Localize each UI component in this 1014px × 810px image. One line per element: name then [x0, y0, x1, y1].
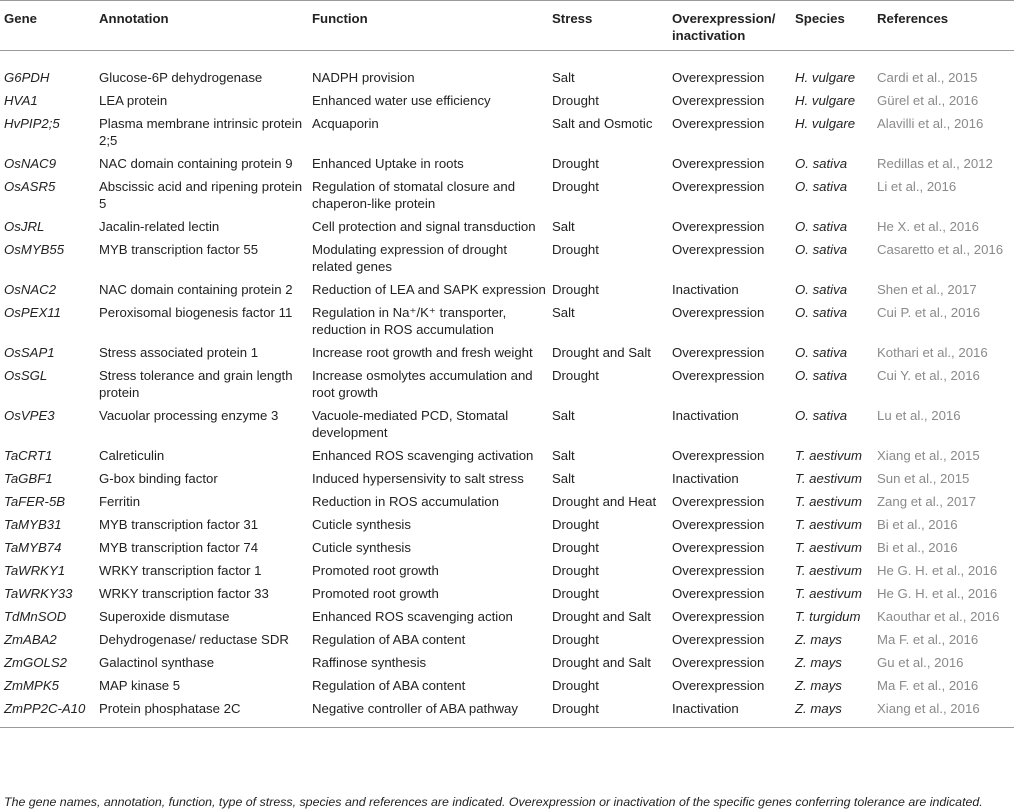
reference-cell: Zang et al., 2017 — [877, 494, 976, 509]
stress-cell: Drought — [552, 242, 599, 257]
function-cell: Increase root growth and fresh weight — [312, 345, 533, 360]
reference-cell: Alavilli et al., 2016 — [877, 116, 984, 131]
reference-cell: Kaouthar et al., 2016 — [877, 609, 1000, 624]
gene-cell: OsNAC9 — [4, 156, 57, 171]
stress-cell: Salt — [552, 448, 575, 463]
function-cell: Regulation of stomatal closure and chaperon-like protein — [312, 179, 516, 211]
annotation-cell: Ferritin — [99, 494, 141, 509]
function-cell: Enhanced ROS scavenging activation — [312, 448, 534, 463]
gene-cell: HvPIP2;5 — [4, 116, 60, 131]
function-cell: Reduction in ROS accumulation — [312, 494, 499, 509]
gene-cell: ZmMPK5 — [4, 678, 59, 693]
gene-cell: ZmABA2 — [4, 632, 57, 647]
table-row — [0, 651, 1014, 674]
effect-cell: Overexpression — [672, 448, 765, 463]
reference-cell: Lu et al., 2016 — [877, 408, 961, 423]
species-cell: T. aestivum — [795, 540, 862, 555]
gene-cell: TaFER-5B — [4, 494, 66, 509]
header-references: References — [873, 1, 1014, 51]
annotation-cell: Vacuolar processing enzyme 3 — [99, 408, 279, 423]
reference-cell: Ma F. et al., 2016 — [877, 678, 979, 693]
reference-cell: Cardi et al., 2015 — [877, 70, 978, 85]
annotation-cell: Superoxide dismutase — [99, 609, 230, 624]
reference-cell: Cui P. et al., 2016 — [877, 305, 981, 320]
reference-cell: Bi et al., 2016 — [877, 540, 958, 555]
stress-cell: Salt — [552, 305, 575, 320]
function-cell: Promoted root growth — [312, 586, 439, 601]
effect-cell: Overexpression — [672, 678, 765, 693]
stress-cell: Salt and Osmotic — [552, 116, 653, 131]
species-cell: T. aestivum — [795, 448, 862, 463]
function-cell: Negative controller of ABA pathway — [308, 697, 548, 728]
stress-cell: Drought — [552, 282, 599, 297]
annotation-cell: Jacalin-related lectin — [99, 219, 220, 234]
effect-cell: Overexpression — [672, 586, 765, 601]
table-row — [0, 51, 1014, 90]
annotation-cell: Abscissic acid and ripening protein 5 — [99, 179, 303, 211]
reference-cell: He G. H. et al., 2016 — [877, 586, 998, 601]
stress-cell: Drought — [552, 563, 599, 578]
effect-cell: Overexpression — [672, 93, 765, 108]
annotation-cell: Protein phosphatase 2C — [95, 697, 308, 728]
gene-cell: TaMYB74 — [4, 540, 62, 555]
annotation-cell: NAC domain containing protein 2 — [99, 282, 293, 297]
header-annotation: Annotation — [95, 1, 308, 51]
annotation-cell: WRKY transcription factor 1 — [99, 563, 262, 578]
gene-cell: ZmPP2C-A10 — [0, 697, 95, 728]
effect-cell: Overexpression — [672, 345, 765, 360]
gene-cell: ZmGOLS2 — [4, 655, 68, 670]
effect-cell: Overexpression — [672, 632, 765, 647]
function-cell: Enhanced water use efficiency — [312, 93, 491, 108]
annotation-cell: LEA protein — [99, 93, 168, 108]
annotation-cell: Stress tolerance and grain length protein — [99, 368, 293, 400]
annotation-cell: NAC domain containing protein 9 — [99, 156, 293, 171]
table-row — [0, 697, 1014, 728]
stress-cell: Salt — [552, 471, 575, 486]
species-cell: O. sativa — [795, 179, 848, 194]
table-row — [0, 628, 1014, 651]
table-row — [0, 301, 1014, 341]
header-species: Species — [791, 1, 873, 51]
reference-cell: Redillas et al., 2012 — [877, 156, 993, 171]
annotation-cell: Peroxisomal biogenesis factor 11 — [99, 305, 293, 320]
table-row — [0, 605, 1014, 628]
effect-cell: Overexpression — [672, 494, 765, 509]
stress-cell: Drought — [552, 586, 599, 601]
stress-cell: Drought — [552, 632, 599, 647]
species-cell: H. vulgare — [795, 93, 856, 108]
function-cell: Regulation of ABA content — [312, 632, 466, 647]
function-cell: Raffinose synthesis — [312, 655, 427, 670]
effect-cell: Overexpression — [672, 179, 765, 194]
annotation-cell: MYB transcription factor 74 — [99, 540, 259, 555]
stress-cell: Drought and Salt — [552, 609, 651, 624]
stress-cell: Salt — [552, 219, 575, 234]
effect-cell: Inactivation — [672, 471, 739, 486]
reference-cell: Xiang et al., 2016 — [873, 697, 1014, 728]
effect-cell: Inactivation — [668, 697, 791, 728]
header-gene: Gene — [0, 1, 95, 51]
species-cell: O. sativa — [795, 408, 848, 423]
table-row — [0, 582, 1014, 605]
function-cell: Cell protection and signal transduction — [312, 219, 536, 234]
reference-cell: He G. H. et al., 2016 — [877, 563, 998, 578]
species-cell: Z. mays — [795, 678, 842, 693]
reference-cell: Casaretto et al., 2016 — [877, 242, 1004, 257]
annotation-cell: Calreticulin — [99, 448, 165, 463]
table-row — [0, 674, 1014, 697]
gene-cell: HVA1 — [4, 93, 38, 108]
function-cell: Regulation of ABA content — [312, 678, 466, 693]
header-stress: Stress — [548, 1, 668, 51]
stress-cell: Drought and Salt — [552, 655, 651, 670]
table-row — [0, 444, 1014, 467]
stress-cell: Drought — [552, 156, 599, 171]
table-row — [0, 152, 1014, 175]
annotation-cell: G-box binding factor — [99, 471, 218, 486]
species-cell: T. aestivum — [795, 494, 862, 509]
gene-cell: OsSAP1 — [4, 345, 55, 360]
table-row — [0, 278, 1014, 301]
species-cell: H. vulgare — [795, 116, 856, 131]
reference-cell: Shen et al., 2017 — [877, 282, 977, 297]
reference-cell: Cui Y. et al., 2016 — [877, 368, 980, 383]
species-cell: O. sativa — [795, 219, 848, 234]
reference-cell: Xiang et al., 2015 — [877, 448, 980, 463]
reference-cell: He X. et al., 2016 — [877, 219, 979, 234]
gene-cell: OsNAC2 — [4, 282, 57, 297]
species-cell: T. aestivum — [795, 563, 862, 578]
gene-cell: TaGBF1 — [4, 471, 53, 486]
gene-cell: OsVPE3 — [4, 408, 55, 423]
species-cell: T. aestivum — [795, 471, 862, 486]
function-cell: Regulation in Na⁺/K⁺ transporter, reduction in ROS accumulation — [312, 305, 507, 337]
gene-cell: TaWRKY33 — [4, 586, 73, 601]
reference-cell: Sun et al., 2015 — [877, 471, 970, 486]
gene-cell: TaMYB31 — [4, 517, 62, 532]
effect-cell: Overexpression — [672, 70, 765, 85]
species-cell: O. sativa — [795, 305, 848, 320]
function-cell: Modulating expression of drought related genes — [312, 242, 508, 274]
stress-cell: Salt — [552, 408, 575, 423]
stress-cell: Drought — [552, 179, 599, 194]
annotation-cell: Dehydrogenase/ reductase SDR — [99, 632, 289, 647]
table-row — [0, 89, 1014, 112]
reference-cell: Bi et al., 2016 — [877, 517, 958, 532]
table-row — [0, 536, 1014, 559]
effect-cell: Inactivation — [672, 282, 739, 297]
function-cell: Cuticle synthesis — [312, 540, 411, 555]
effect-cell: Overexpression — [672, 305, 765, 320]
annotation-cell: MYB transcription factor 55 — [99, 242, 259, 257]
effect-cell: Overexpression — [672, 517, 765, 532]
function-cell: Reduction of LEA and SAPK expression — [312, 282, 546, 297]
reference-cell: Ma F. et al., 2016 — [877, 632, 979, 647]
species-cell: O. sativa — [795, 282, 848, 297]
table-row — [0, 112, 1014, 152]
gene-cell: TaCRT1 — [4, 448, 53, 463]
annotation-cell: Stress associated protein 1 — [99, 345, 259, 360]
reference-cell: Gu et al., 2016 — [877, 655, 964, 670]
annotation-cell: Plasma membrane intrinsic protein 2;5 — [99, 116, 303, 148]
table-row — [0, 513, 1014, 536]
effect-cell: Overexpression — [672, 156, 765, 171]
species-cell: Z. mays — [791, 697, 873, 728]
annotation-cell: MYB transcription factor 31 — [99, 517, 259, 532]
gene-cell: OsSGL — [4, 368, 48, 383]
effect-cell: Overexpression — [672, 368, 765, 383]
table-header — [0, 1, 1014, 51]
reference-cell: Li et al., 2016 — [877, 179, 957, 194]
effect-cell: Inactivation — [672, 408, 739, 423]
gene-cell: OsJRL — [4, 219, 45, 234]
species-cell: O. sativa — [795, 345, 848, 360]
stress-cell: Salt — [552, 70, 575, 85]
header-function: Function — [308, 1, 548, 51]
table-body — [0, 51, 1014, 728]
header-row — [0, 1, 1014, 51]
stress-cell: Drought and Heat — [552, 494, 657, 509]
function-cell: Increase osmolytes accumulation and root growth — [312, 368, 533, 400]
table-row — [0, 364, 1014, 404]
gene-cell: G6PDH — [4, 70, 50, 85]
species-cell: Z. mays — [795, 632, 842, 647]
stress-cell: Drought — [552, 678, 599, 693]
annotation-cell: Glucose-6P dehydrogenase — [99, 70, 263, 85]
gene-cell: OsMYB55 — [4, 242, 65, 257]
annotation-cell: Galactinol synthase — [99, 655, 215, 670]
table-row — [0, 175, 1014, 215]
function-cell: NADPH provision — [312, 70, 415, 85]
table-row — [0, 467, 1014, 490]
stress-cell: Drought and Salt — [552, 345, 651, 360]
function-cell: Promoted root growth — [312, 563, 439, 578]
function-cell: Vacuole-mediated PCD, Stomatal development — [312, 408, 509, 440]
effect-cell: Overexpression — [672, 540, 765, 555]
table-row — [0, 238, 1014, 278]
reference-cell: Kothari et al., 2016 — [877, 345, 988, 360]
species-cell: T. aestivum — [795, 517, 862, 532]
effect-cell: Overexpression — [672, 242, 765, 257]
annotation-cell: WRKY transcription factor 33 — [99, 586, 269, 601]
effect-cell: Overexpression — [672, 655, 765, 670]
species-cell: Z. mays — [795, 655, 842, 670]
species-cell: O. sativa — [795, 368, 848, 383]
gene-cell: TdMnSOD — [4, 609, 67, 624]
gene-cell: TaWRKY1 — [4, 563, 66, 578]
effect-cell: Overexpression — [672, 563, 765, 578]
stress-cell: Drought — [552, 540, 599, 555]
table-row — [0, 490, 1014, 513]
effect-cell: Overexpression — [672, 609, 765, 624]
reference-cell: Gürel et al., 2016 — [877, 93, 979, 108]
function-cell: Induced hypersensivity to salt stress — [312, 471, 524, 486]
species-cell: H. vulgare — [795, 70, 856, 85]
effect-cell: Overexpression — [672, 116, 765, 131]
stress-cell: Drought — [552, 368, 599, 383]
species-cell: T. aestivum — [795, 586, 862, 601]
stress-cell: Drought — [548, 697, 668, 728]
function-cell: Enhanced ROS scavenging action — [312, 609, 513, 624]
header-effect: Overexpression/ inactivation — [668, 1, 791, 51]
stress-cell: Drought — [552, 93, 599, 108]
species-cell: T. turgidum — [795, 609, 861, 624]
function-cell: Acquaporin — [312, 116, 379, 131]
table-row — [0, 215, 1014, 238]
function-cell: Enhanced Uptake in roots — [312, 156, 464, 171]
table-caption: The gene names, annotation, function, type of stress, species and references are indicated. Overexpression or inactivation of the specific genes conferring tolerance are indicated. — [4, 795, 983, 809]
effect-cell: Overexpression — [672, 219, 765, 234]
table-row — [0, 404, 1014, 444]
gene-cell: OsPEX11 — [4, 305, 61, 320]
gene-cell: OsASR5 — [4, 179, 56, 194]
table-row — [0, 559, 1014, 582]
table-row — [0, 341, 1014, 364]
species-cell: O. sativa — [795, 242, 848, 257]
stress-cell: Drought — [552, 517, 599, 532]
species-cell: O. sativa — [795, 156, 848, 171]
function-cell: Cuticle synthesis — [312, 517, 411, 532]
annotation-cell: MAP kinase 5 — [99, 678, 181, 693]
